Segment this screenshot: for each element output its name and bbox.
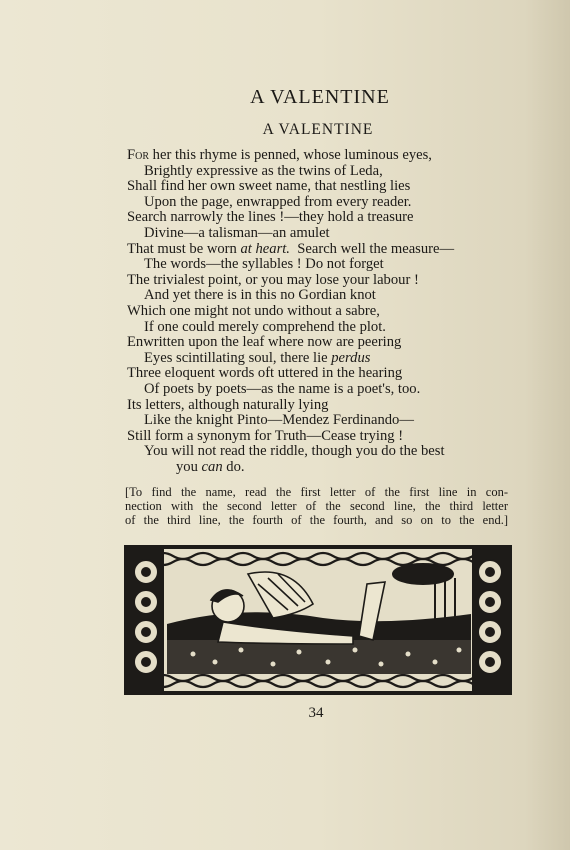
- poem-line: Three eloquent words oft uttered in the hearing: [127, 365, 403, 382]
- poem-line: Still form a synonym for Truth—Cease trying !: [127, 427, 404, 444]
- poem-line: You will not read the riddle, though you do the best: [144, 443, 445, 460]
- footnote: [125, 485, 508, 527]
- poem-line: Which one might not undo without a sabre,: [127, 302, 380, 319]
- footnote-line: [To find the name, read the first letter of the first line in con-: [125, 485, 508, 499]
- poem-line: And yet there is in this no Gordian knot: [144, 287, 376, 304]
- flower-meadow: [167, 640, 471, 674]
- poem-line: The words—the syllables ! Do not forget: [144, 256, 384, 273]
- poem-title: A VALENTINE: [262, 121, 374, 138]
- poem-line: Upon the page, enwrapped from every reader.: [144, 193, 412, 210]
- poem-line: Its letters, although naturally lying: [127, 396, 329, 413]
- poem-line: Shall find her own sweet name, that nestling lies: [127, 178, 411, 195]
- drop-word: For: [127, 147, 150, 163]
- poem-line: That must be worn at heart. Search well the measure—: [127, 240, 455, 257]
- poem-line: Divine—a talisman—an amulet: [144, 224, 330, 241]
- poem-line: The trivialest point, or you may lose your labour !: [127, 271, 419, 288]
- cupid-illustration: [123, 544, 513, 696]
- poem-line: For her this rhyme is penned, whose luminous eyes,: [127, 147, 432, 163]
- poem-line: Search narrowly the lines !—they hold a treasure: [127, 209, 414, 226]
- poem-line: Eyes scintillating soul, there lie perdus: [144, 349, 371, 366]
- poem-line: Like the knight Pinto—Mendez Ferdinando—: [144, 412, 414, 429]
- page-number: 34: [308, 705, 324, 721]
- running-head: A VALENTINE: [250, 86, 390, 108]
- poem-line: Enwritten upon the leaf where now are peering: [127, 334, 402, 351]
- right-flower-column: [473, 550, 507, 690]
- scene: [167, 564, 471, 674]
- poem-body: [127, 148, 527, 475]
- poem-line: If one could merely comprehend the plot.: [144, 318, 386, 335]
- left-flower-column: [129, 550, 163, 690]
- footnote-line: of the third line, the fourth of the fourth, and so on to the end.]: [125, 513, 508, 527]
- poem-line: Of poets by poets—as the name is a poet's, too.: [144, 380, 421, 397]
- poem-line: Brightly expressive as the twins of Leda,: [144, 162, 383, 179]
- footnote-line: nection with the second letter of the second line, the third letter: [125, 499, 508, 513]
- poem-line: you can do.: [176, 458, 245, 475]
